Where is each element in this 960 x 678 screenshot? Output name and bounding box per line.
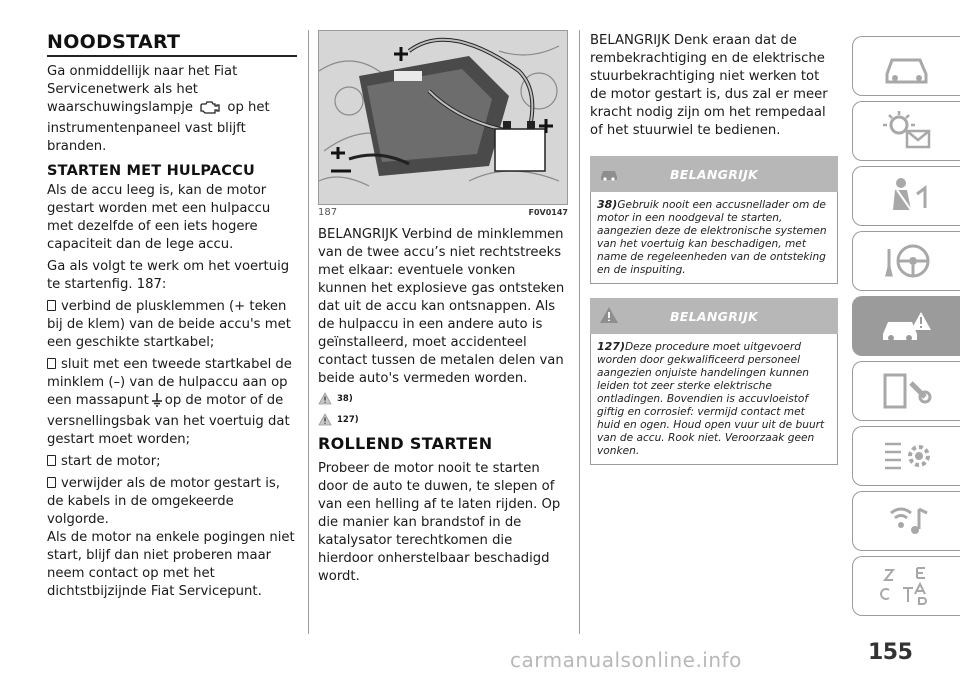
maintenance-wrench-icon	[879, 369, 935, 413]
warning-box	[590, 156, 838, 284]
tab-starting-driving[interactable]	[852, 231, 960, 291]
warning-ref-number: 127)	[337, 414, 359, 425]
warning-triangle-icon	[318, 392, 332, 405]
warning-box-title: BELANGRIJK	[669, 166, 759, 182]
paragraph: Als de motor na enkele pogingen niet start, blijf dan niet proberen maar neem contact op met het dichtstbijzijnde Fiat Servicepunt.	[47, 530, 295, 599]
column-right	[590, 32, 838, 475]
warning-reference	[318, 392, 568, 405]
tab-dashboard[interactable]	[852, 36, 960, 96]
ground-symbol-icon	[151, 393, 163, 413]
intro-paragraph	[47, 63, 297, 156]
tab-multimedia[interactable]	[852, 491, 960, 551]
checkbox-bullet-icon	[47, 477, 56, 488]
seatbelt-person-icon	[879, 174, 935, 218]
list-item-text: sluit met een tweede startkabel de minklem (–) van de hulpaccu aan op een massapunt	[47, 357, 292, 408]
steering-wheel-icon	[879, 239, 935, 283]
tab-index[interactable]	[852, 556, 960, 616]
warning-triangle-icon	[318, 413, 332, 426]
car-dashboard-icon	[879, 44, 935, 88]
paragraph: BELANGRIJK Verbind de minklemmen van de twee accu’s niet rechtstreeks met elkaar: eventuele vonken kunnen het explosieve gas ontsteken dat uit de accu kan ontsnappen. Als de hulpaccu in een andere auto is geïnstalleerd, moet accidenteel contact tussen de metalen delen van beide auto's vermeden worden.	[318, 227, 565, 386]
watermark: carmanualsonline.info	[510, 648, 742, 672]
list-item-text: start de motor;	[61, 454, 161, 469]
engine-warning-icon	[199, 100, 221, 120]
warning-box-body	[590, 192, 838, 284]
checkbox-bullet-icon	[47, 300, 56, 311]
checkbox-bullet-icon	[47, 358, 56, 369]
warning-text: Gebruik nooit een accusnellader om de motor in een noodgeval te starten, aangezien deze de elektronische systemen van het voertuig kan beschadigen, met name de regeleenheden van de ontsteking en de inspuiting.	[597, 199, 827, 276]
list-item-text: verwijder als de motor gestart is, de kabels in de omgekeerde volgorde.	[47, 476, 280, 527]
warning-triangle-icon	[598, 305, 620, 325]
column-middle	[318, 30, 568, 590]
figure-number: 187	[318, 207, 338, 218]
tab-technical-data[interactable]	[852, 426, 960, 486]
paragraph: Probeer de motor nooit te starten door de auto te duwen, te slepen of van een helling af te laten rijden. Op die manier kan brandstof in de katalysator terechtkomen die hierdoor onherstelbaar beschadigd wordt.	[318, 461, 561, 584]
intro-text-after: op het instrumentenpaneel vast blijft branden.	[47, 100, 270, 154]
tab-maintenance[interactable]	[852, 361, 960, 421]
list-item-text: verbind de plusklemmen (+ teken bij de klem) van de beide accu's met een geschikte startkabel;	[47, 299, 291, 350]
list-item	[47, 356, 297, 449]
tab-emergency[interactable]	[852, 296, 960, 356]
warning-reference	[318, 413, 568, 426]
warning-ref-number: 38)	[337, 393, 353, 404]
column-divider	[308, 30, 309, 634]
column-left	[47, 28, 297, 605]
warning-box-header	[590, 156, 838, 192]
list-item	[47, 475, 297, 529]
list-item-text: op de motor of de versnellingsbak van het voertuig dat gestart moet worden;	[47, 393, 290, 447]
car-warning-icon	[598, 163, 620, 183]
section-heading-noodstart: NOODSTART	[47, 31, 181, 53]
paragraph: BELANGRIJK Denk eraan dat de rembekrachtiging en de elektrische stuurbekrachtiging niet werken tot de motor gestart is, dus zal er meer kracht nodig zijn om het rempedaal of het stuurwiel te bedienen.	[590, 33, 828, 138]
paragraph: Ga als volgt te werk om het voertuig te startenfig. 187:	[47, 259, 290, 292]
music-phone-icon	[879, 499, 935, 543]
tab-safety[interactable]	[852, 166, 960, 226]
alphabet-index-icon	[879, 564, 935, 608]
section-heading-rollend-starten: ROLLEND STARTEN	[318, 434, 493, 453]
page-number: 155	[868, 640, 913, 665]
figure-code: F0V0147	[528, 208, 568, 217]
subheading-starten-met-hulpaccu: STARTEN MET HULPACCU	[47, 163, 255, 179]
checkbox-bullet-icon	[47, 455, 56, 466]
gear-list-icon	[879, 434, 935, 478]
warning-box	[590, 298, 838, 465]
light-message-icon	[879, 109, 935, 153]
warning-box-header	[590, 298, 838, 334]
paragraph: Als de accu leeg is, kan de motor gestart worden met een hulpaccu met dezelfde of een iets hogere capaciteit dan de lege accu.	[47, 183, 271, 252]
warning-number: 38)	[597, 198, 618, 211]
tab-lights-warnings[interactable]	[852, 101, 960, 161]
intro-text: Ga onmiddellijk naar het Fiat Servicenetwerk als het waarschuwingslampje	[47, 64, 238, 115]
warning-box-body	[590, 334, 838, 465]
column-divider	[579, 30, 580, 634]
jump-start-illustration	[318, 30, 568, 205]
warning-number: 127)	[597, 340, 625, 353]
warning-box-title: BELANGRIJK	[669, 308, 759, 324]
list-item	[47, 298, 297, 352]
figure-caption	[318, 207, 568, 218]
car-breakdown-icon	[879, 304, 935, 348]
warning-text: Deze procedure moet uitgevoerd worden door gekwalificeerd personeel aangezien onjuiste handelingen kunnen leiden tot zeer sterke elektrische ontladingen. Bovendien is accuvloeistof giftig en corrosief: vermijd contact met huid en ogen. Houd open vuur uit de buurt van de accu. Rook niet. Veroorzaak geen vonken.	[597, 341, 825, 457]
list-item	[47, 453, 297, 471]
heading-rule	[47, 55, 297, 57]
